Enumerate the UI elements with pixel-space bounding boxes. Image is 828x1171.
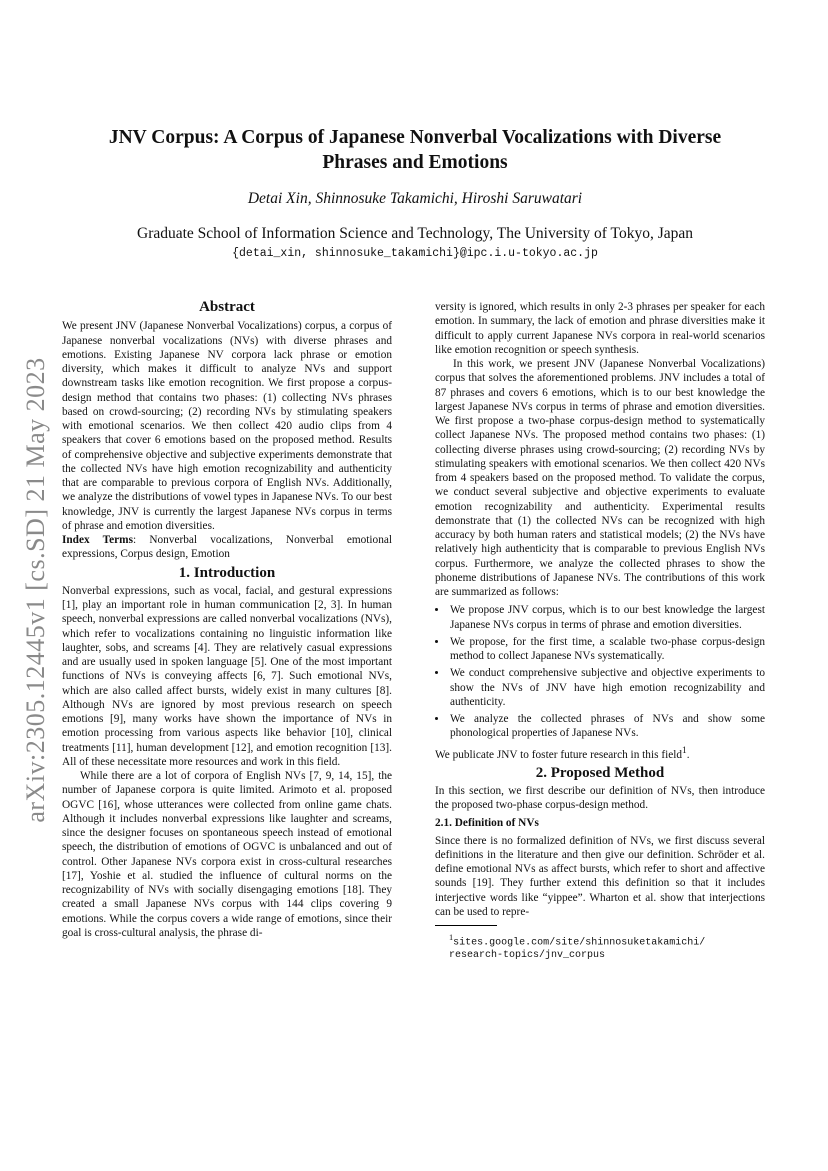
- abstract-text: We present JNV (Japanese Nonverbal Vocalizations) corpus, a corpus of Japanese nonverbal vocalizations (NVs) with diverse phrases and emotions. Existing Japanese NV corpora lack phrase or emotion diversity, which makes it difficult to analyze NVs and support downstream tasks like emotion recognition. We first propose a corpus-design method that contains two phases: (1) collecting NVs phrases based on crowd-sourcing; (2) recording NVs by stimulating speakers with emotional scenarios. We then collect 420 audio clips from 4 speakers that cover 6 emotions based on the proposed method. Results of comprehensive objective and subjective experiments demonstrate that the collected NVs have high emotion recognizability and authenticity that are comparable to previous corpora of English NVs. Additionally, we analyze the distributions of vowel types in Japanese NVs. To our best knowledge, JNV is currently the largest Japanese NVs corpus in terms of phrase and emotion diversities.: [62, 320, 392, 532]
- index-terms-text: : Nonverbal vocalizations, Nonverbal emotional expressions, Corpus design, Emotion: [62, 534, 392, 561]
- contribution-item: • We analyze the collected phrases of NVs and show some phonological properties of Japanese NVs.: [448, 712, 765, 741]
- intro-closing-end: .: [686, 748, 690, 761]
- intro-paragraph-1: Nonverbal expressions, such as vocal, facial, and gestural expressions [1], play an important role in human communication [2, 3]. In human speech, nonverbal expressions are called nonverbal vocalizations (NVs), which refer to vocalizations containing no linguistic information like laughter, sobs, and screams [4]. They are relatively casual expressions and are usually used in spoken language [5]. One of the most important functions of NVs is conveying affects [6, 7]. Such emotional NVs, which are also called affect bursts, widely exist in many cultures [8]. Although NVs are ignored by most previous research on speech emotions [9], many works have shown the importance of NVs in emotion processing from various aspects like behavior [10], clinical treatments [11], human development [12], and emotion recognition [13]. All of these necessitate more resources and work in this field.: [62, 584, 392, 768]
- contributions-list: [435, 603, 765, 740]
- paper-authors: Detai Xin, Shinnosuke Takamichi, Hiroshi Saruwatari: [247, 190, 583, 207]
- intro-closing-text: We publicate JNV to foster future research in this field: [435, 748, 683, 761]
- intro-paragraph-3: versity is ignored, which results in only 2-3 phrases per speaker for each emotion. In summary, the lack of emotion and phrase diversities make it difficult to apply current Japanese NVs corpora in real-world scenarios like emotion recognition or speech synthesis.: [435, 301, 765, 356]
- footnote: [435, 931, 765, 962]
- footnote-url-line-2: research-topics/jnv_corpus: [449, 950, 606, 962]
- arxiv-sidebar: [18, 300, 54, 880]
- arxiv-identifier: arXiv:2305.12445v1 [cs.SD] 21 May 2023: [21, 357, 50, 823]
- method-heading: 2. Proposed Method: [535, 764, 665, 781]
- index-terms: [62, 533, 392, 562]
- paper-title: JNV Corpus: A Corpus of Japanese Nonverbal Vocalizations with Diverse Phrases and Emotions: [108, 127, 722, 173]
- footnote-url-line-1: sites.google.com/site/shinnosuketakamichi/: [453, 937, 706, 949]
- paper-affiliation: Graduate School of Information Science and Technology, The University of Tokyo, Japan: [137, 225, 693, 242]
- right-column: [435, 300, 765, 962]
- footnote-divider: [435, 925, 497, 926]
- method-subheading: 2.1. Definition of NVs: [435, 817, 539, 830]
- left-column: [62, 300, 392, 940]
- method-intro: In this section, we first describe our definition of NVs, then introduce the proposed two-phase corpus-design method.: [435, 784, 765, 812]
- intro-closing: [435, 744, 765, 762]
- footnote-ref: 1: [682, 745, 687, 756]
- footnote-mark: 1: [449, 933, 454, 943]
- contribution-item: • We propose, for the first time, a scalable two-phase corpus-design method to collect Japanese NVs systematically.: [448, 635, 765, 664]
- index-terms-label: Index Terms: [62, 534, 133, 546]
- method-paragraph-1: Since there is no formalized definition of NVs, we first discuss several definitions in the literature and then give our definition. Schröder et al. define emotional NVs as affect bursts, which refer to short and affective sounds [19]. They further extend this definition so that it includes interjective words like “yippee”. Wharton et al. show that interjections can be used to repre-: [435, 834, 765, 918]
- contribution-item: • We propose JNV corpus, which is to our best knowledge the largest Japanese NVs corpus in terms of phrase and emotion diversities.: [448, 603, 765, 632]
- paper-email: {detai_xin, shinnosuke_takamichi}@ipc.i.u-tokyo.ac.jp: [232, 247, 598, 260]
- contribution-item: • We conduct comprehensive subjective and objective experiments to show the NVs of JNV have high emotion recognizability and authenticity.: [448, 666, 765, 709]
- intro-paragraph-2: While there are a lot of corpora of English NVs [7, 9, 14, 15], the number of Japanese corpora is quite limited. Arimoto et al. proposed OGVC [16], whose utterances were collected from online game chats. Although it includes nonverbal expressions like laughter and screams, since the designer focuses on spontaneous speech instead of emotional speech, the distribution of emotions of OGVC is unbalanced and out of control. Other Japanese NVs corpora exist in cross-cultural researches [17], Yoshie et al. studied the influence of cultural norms on the recognizability of NVs with socially disengaging emotions [18]. They created a small Japanese NVs corpus with 144 clips covering 9 emotions. While the corpus covers a wide range of emotions, since their goal is cross-cultural analysis, the phrase di-: [62, 770, 392, 939]
- intro-paragraph-4: In this work, we present JNV (Japanese Nonverbal Vocalizations) corpus that solves the aforementioned problems. JNV includes a total of 87 phrases and covers 6 emotions, which is to our best knowledge the largest Japanese NVs corpus in terms of phrase and emotion diversities. We first propose a two-phase corpus-design method to systematically collect Japanese NVs. The proposed method contains two phases: (1) collecting diverse phrases using crowd-sourcing; (2) recording NVs by stimulating speakers with emotional scenarios. We then collect 420 NVs from 4 speakers based on the proposed method. To validate the corpus, we conduct several subjective and objective experiments to evaluate emotion recognizability and authenticity. Experimental results demonstrate that (1) the collected NVs can be recognized with high accuracy by both human raters and statistical models; (2) the NVs have relatively high authenticity that is comparable to previous English NVs corpus. Furthermore, we analyze the collected phrases to show the phoneme distributions of Japanese NVs. The contributions of this work are summarized as follows:: [435, 358, 765, 598]
- intro-heading: 1. Introduction: [178, 564, 276, 581]
- abstract-heading: Abstract: [199, 299, 255, 315]
